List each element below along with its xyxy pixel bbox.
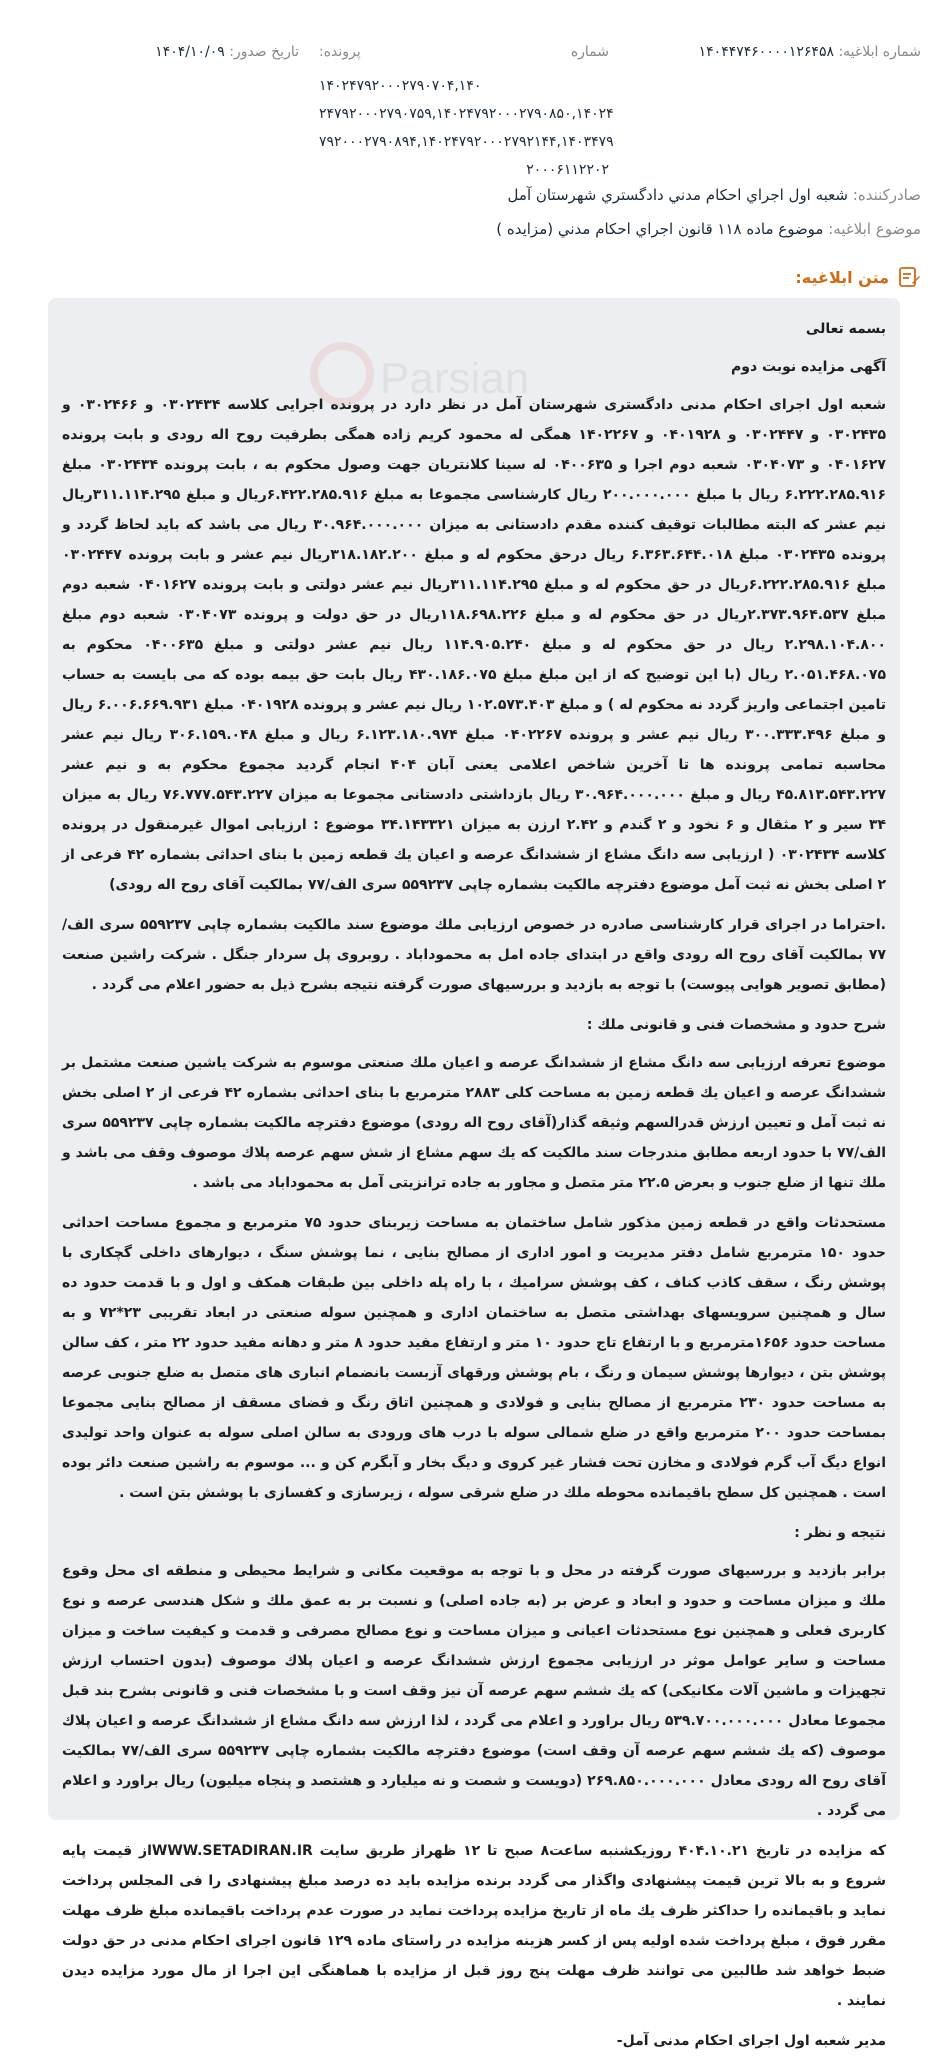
body-paragraph: که مزایده در تاریخ ۴۰۴.۱۰.۲۱ روزیکشنبه ساعت۸ صبح تا ۱۲ ظهراز طریق سایت WWW.SETADIRAN.IRاز قیمت پایه شروع و به بالا ترین قیمت پیشنهادی واگذار می گردد برنده مزایده باید ده درصد مبلغ پیشنهادی را فی المجلس پرداخت نماید و باقیمانده را حداکثر ظرف یك ماه از تاریخ مزایده پرداخت نماید در صورت عدم پرداخت باقیمانده مبلغ ظرف مهلت مقرر فوق ، مبلغ پرداخت شده اولیه پس از کسر هزینه مزایده در راستای ماده ۱۲۹ قانون اجرای احکام مدنی در حق دولت ضبط خواهد شد طالبین می توانند ظرف مهلت پنج روز قبل از مزایده با هماهنگی این اجرا از مال مورد مزایده دیدن نمایند . <box>62 1843 887 2009</box>
subject-row <box>496 220 921 238</box>
notice-number-value: ۱۴۰۴۴۷۴۶۰۰۰۰۱۲۶۴۵۸ <box>698 44 834 60</box>
issue-date-value: ۱۴۰۴/۱۰/۰۹ <box>155 44 225 60</box>
body-section-heading: شرح حدود و مشخصات فنی و قانونی ملك : <box>586 1017 886 1033</box>
case-number-block <box>319 44 614 184</box>
body-paragraph: برابر بازدید و بررسیهای صورت گرفته در محل و با توجه به موقعیت مکانی و شرایط محیطی و منطقه ای محل وقوع ملك و میزان مساحت و حدود و ابعاد و عرض بر (به جاده اصلی) و نسبت بر به عمق ملك و شکل هندسی عرصه و نوع کاربری فعلی و همچنین نوع مستحدثات اعیانی و میزان مساحت و نوع مصالح مصرفی و قدمت و کیفیت ساخت و میزان مساحت و سایر عوامل موثر در ارزیابی مجموع ارزش ششدانگ عرصه و اعیان پلاك موصوف (بدون احتساب ارزش تجهیزات و ماشین آلات مکانیکی) که یك ششم سهم عرصه آن نیز وقف است و با مشخصات فنی و قانونی بشرح بند قبل مجموعا معادل ۵۳۹.۷۰۰.۰۰۰.۰۰۰ ریال براورد و اعلام می گردد ، لذا ارزش سه دانگ مشاع از ششدانگ عرصه و اعیان پلاك موصوف (که یك ششم سهم عرصه آن وقف است) موضوع دفترچه مالکیت بشماره چاپی ۵۵۹۲۳۷ سری الف/۷۷ بمالکیت آقای روح اله رودی معادل ۲۶۹.۸۵۰.۰۰۰.۰۰۰ (دویست و شصت و نه میلیارد و هشتصد و پنجاه میلیون) ریال براورد و اعلام می گردد . <box>62 1563 887 1819</box>
notice-number-block <box>601 44 921 60</box>
issuer-row <box>508 186 921 204</box>
notice-header <box>0 44 939 178</box>
issuer-value: شعبه اول اجراي احكام مدني دادگستري شهرستان آمل <box>507 186 848 204</box>
case-number-line: ۱۴۰۲۴۷۹۲۰۰۰۲۷۹۰۷۰۴,۱۴۰ <box>319 78 482 94</box>
document-edit-icon <box>897 266 921 288</box>
body-paragraph: شعبه اول اجرای احکام مدنی دادگستری شهرستان آمل در نظر دارد در پرونده اجرایی کلاسه ۰۳۰۲۴۳۴ و ۰۳۰۲۴۶۶ و ۰۳۰۲۴۳۵ و ۰۳۰۲۴۴۷ و ۰۴۰۱۹۲۸ و ۱۴۰۲۲۶۷ همگی له محمود کریم زاده همگی بطرفیت روح اله رودی و بابت پرونده ۰۴۰۱۶۲۷ و ۰۳۰۴۰۷۳ شعبه دوم اجرا و ۰۴۰۰۶۳۵ له سینا کلانتریان جهت وصول محکوم به ، بابت پرونده ۰۳۰۲۴۳۴ مبلغ ۶.۲۲۲.۲۸۵.۹۱۶ ریال با مبلغ ۲۰۰.۰۰۰.۰۰۰ ریال کارشناسی مجموعا به مبلغ ۶.۴۲۲.۲۸۵.۹۱۶ریال و مبلغ ۳۱۱.۱۱۴.۲۹۵ریال نیم عشر که البته مطالبات توقیف کننده مقدم دادستانی به میزان ۳۰.۹۶۴.۰۰۰.۰۰۰ ریال می باشد که باید لحاظ گردد و پرونده ۰۳۰۲۴۳۵ مبلغ ۶.۳۶۳.۶۴۴.۰۱۸ ریال درحق محکوم له و مبلغ ۳۱۸.۱۸۲.۲۰۰ریال نیم عشر و بابت پرونده ۰۳۰۲۴۴۷ مبلغ ۶.۲۲۲.۲۸۵.۹۱۶ریال در حق محکوم له و مبلغ ۳۱۱.۱۱۴.۲۹۵ریال نیم عشر دولتی و بابت پرونده ۰۴۰۱۶۲۷ شعبه دوم مبلغ ۲.۳۷۳.۹۶۴.۵۳۷ریال در حق محکوم له و مبلغ ۱۱۸.۶۹۸.۲۲۶ریال در حق دولت و پرونده ۰۳۰۴۰۷۳ شعبه دوم مبلغ ۲.۲۹۸.۱۰۴.۸۰۰ ریال در حق محکوم له و مبلغ ۱۱۴.۹۰۵.۲۴۰ ریال نیم عشر دولتی و مبلغ ۰۴۰۰۶۳۵ محکوم به ۲.۰۵۱.۴۶۸.۰۷۵ ریال (با این توضیح که از این مبلغ مبلغ ۴۳۰.۱۸۶.۰۷۵ ریال بابت حق بیمه بوده که می بایست به حساب تامین اجتماعی واریز گردد نه محکوم له ) و مبلغ ۱۰۲.۵۷۳.۴۰۳ ریال نیم عشر و پرونده ۰۴۰۱۹۲۸ مبلغ ۶.۰۰۶.۶۶۹.۹۳۱ ریال و مبلغ ۳۰۰.۳۳۳.۴۹۶ ریال نیم عشر و پرونده ۰۴۰۲۲۶۷ مبلغ ۶.۱۲۳.۱۸۰.۹۷۴ ریال و مبلغ ۳۰۶.۱۵۹.۰۴۸ ریال نیم عشر محاسبه تمامی پرونده ها تا آخرین شاخص اعلامی یعنی آبان ۴۰۴ انجام گردید مجموع محکوم به و نیم عشر ۴۵.۸۱۳.۵۴۳.۲۲۷ ریال و مبلغ ۳۰.۹۶۴.۰۰۰.۰۰۰ ریال بازداشتی دادستانی مجموعا به میزان ۷۶.۷۷۷.۵۴۳.۲۲۷ ریال به میزان ۳۴ سیر و ۲ مثقال و ۶ نخود و ۲ گندم و ۲.۴۲ ارزن به میزان ۳۴.۱۴۳۳۲۱ موضوع : ارزیابی اموال غیرمنقول در پرونده کلاسه ۰۳۰۲۴۳۴ ( ارزیابی سه دانگ مشاع از ششدانگ عرصه و اعیان یك قطعه زمین با بنای احداثی بشماره ۴۲ فرعی از ۲ اصلی بخش نه ثبت آمل موضوع دفترچه مالکیت بشماره چاپی ۵۵۹۲۳۷ سری الف/۷۷ بمالکیت آقای روح اله رودی) <box>62 397 887 893</box>
case-number-label-2: پرونده: <box>319 44 361 60</box>
watermark-text: Parsian <box>380 354 530 403</box>
subject-value: موضوع ماده ۱۱۸ قانون اجراي احكام مدني (مزايده ) <box>496 220 824 238</box>
case-number-label: شماره <box>570 44 609 60</box>
body-paragraph: .احتراما در اجرای قرار کارشناسی صادره در خصوص ارزیابی ملك موضوع سند مالکیت بشماره چاپی ۵۵۹۲۳۷ سری الف/۷۷ بمالکیت آقای روح اله رودی واقع در ابتدای جاده امل به محموداباد . روبروی پل سردار جنگل . شرکت راشین صنعت (مطابق تصویر هوایی پیوست) با توجه به بازدید و بررسیهای صورت گرفته نتیجه بشرح ذیل به حضور اعلام می گردد . <box>62 917 886 993</box>
case-number-list <box>319 72 614 184</box>
issue-date-label: تاريخ صدور: <box>229 44 299 60</box>
body-paragraph: موضوع تعرفه ارزیابی سه دانگ مشاع از ششدانگ عرصه و اعیان ملك صنعتی موسوم به شرکت یاشین صنعت مشتمل بر ششدانگ عرصه و اعیان یك قطعه زمین به مساحت کلی ۲۸۸۳ مترمربع با بنای احداثی بشماره ۴۲ فرعی از ۲ اصلی بخش نه ثبت آمل و تعیین ارزش قدرالسهم وثیقه گذار(آقای روح اله رودی) موضوع دفترچه مالکیت بشماره چاپی ۵۵۹۲۳۷ سری الف/۷۷ با حدود اربعه مطابق مندرجات سند مالکیت که یك سهم مشاع از شش سهم عرصه پلاك موصوف وقف می باشد و ملك تنها از ضلع جنوب و بعرض ۲۲.۵ متر متصل و مجاور به جاده ترانزیتی آمل به محموداباد می باشد . <box>62 1055 887 1191</box>
body-auction-title: آگهی مزایده نوبت دوم <box>730 359 886 375</box>
case-number-line: ۲۰۰۰۶۱۱۲۲۰۲ <box>526 162 609 178</box>
issue-date-block <box>9 44 299 60</box>
body-paragraph: مستحدثات واقع در قطعه زمین مذکور شامل ساختمان به مساحت زیربنای حدود ۷۵ مترمربع و مجموع مساحت احداثی حدود ۱۵۰ مترمربع شامل دفتر مدیریت و امور اداری از مصالح بنایی ، نما پوشش سنگ ، دیوارهای داخلی گچکاری با پوشش رنگ ، سقف کاذب کناف ، کف پوشش سرامیك ، با راه پله داخلی بین طبقات همکف و اول و با قدمت حدود ده سال و همچنین سرویسهای بهداشتی متصل به ساختمان اداری و همچنین سوله صنعتی در ابعاد تقریبی ۲۳*۷۲ و به مساحت حدود ۱۶۵۶مترمربع و با ارتفاع تاج حدود ۱۰ متر و ارتفاع مفید حدود ۸ متر و دهانه مفید حدود ۲۲ متر ، کف سالن پوشش بتن ، دیوارها پوشش سیمان و رنگ ، بام پوشش ورقهای آزبست بانضمام انباری های متصل به ضلع جنوبی عرصه به مساحت حدود ۲۳۰ مترمربع از مصالح بنایی و فولادی و همچنین اتاق رنگ و فضای مسقف از مصالح بنایی مجموعا بمساحت حدود ۲۰۰ مترمربع واقع در ضلع شمالی سوله با درب های ورودی به سالن اصلی سوله به عنوان واحد تولیدی انواع دیگ آب گرم فولادی و مخازن تحت فشار غیر کروی و دیگ بخار و آبگرم کن و ... موسوم به راشین صنعت دائر بوده است . همچنین کل سطح باقیمانده محوطه ملك در ضلع شرقی سوله ، زیرسازی و کفسازی با پوشش بتن است . <box>62 1215 887 1501</box>
body-signature: مدیر شعبه اول اجرای احکام مدنی آمل- <box>616 2033 886 2049</box>
issuer-label: صادرکننده: <box>852 186 921 204</box>
case-number-line: ۷۹۲۰۰۰۲۷۹۰۸۹۴,۱۴۰۲۴۷۹۲۰۰۰۲۷۹۲۱۴۴,۱۴۰۳۴۷۹ <box>319 134 614 150</box>
notice-number-label: شماره ابلاغيه: <box>838 44 921 60</box>
case-number-line: ۲۴۷۹۲۰۰۰۲۷۹۰۷۵۹,۱۴۰۲۴۷۹۲۰۰۰۲۷۹۰۸۵۰,۱۴۰۲۴ <box>319 106 614 122</box>
notice-body <box>48 298 900 2049</box>
notice-text-title-label: متن ابلاغيه: <box>795 267 889 287</box>
body-basmala: بسمه تعالی <box>805 321 886 337</box>
subject-label: موضوع ابلاغيه: <box>828 220 921 238</box>
body-section-heading: نتیجه و نظر : <box>794 1525 886 1541</box>
notice-text-title <box>795 266 921 288</box>
